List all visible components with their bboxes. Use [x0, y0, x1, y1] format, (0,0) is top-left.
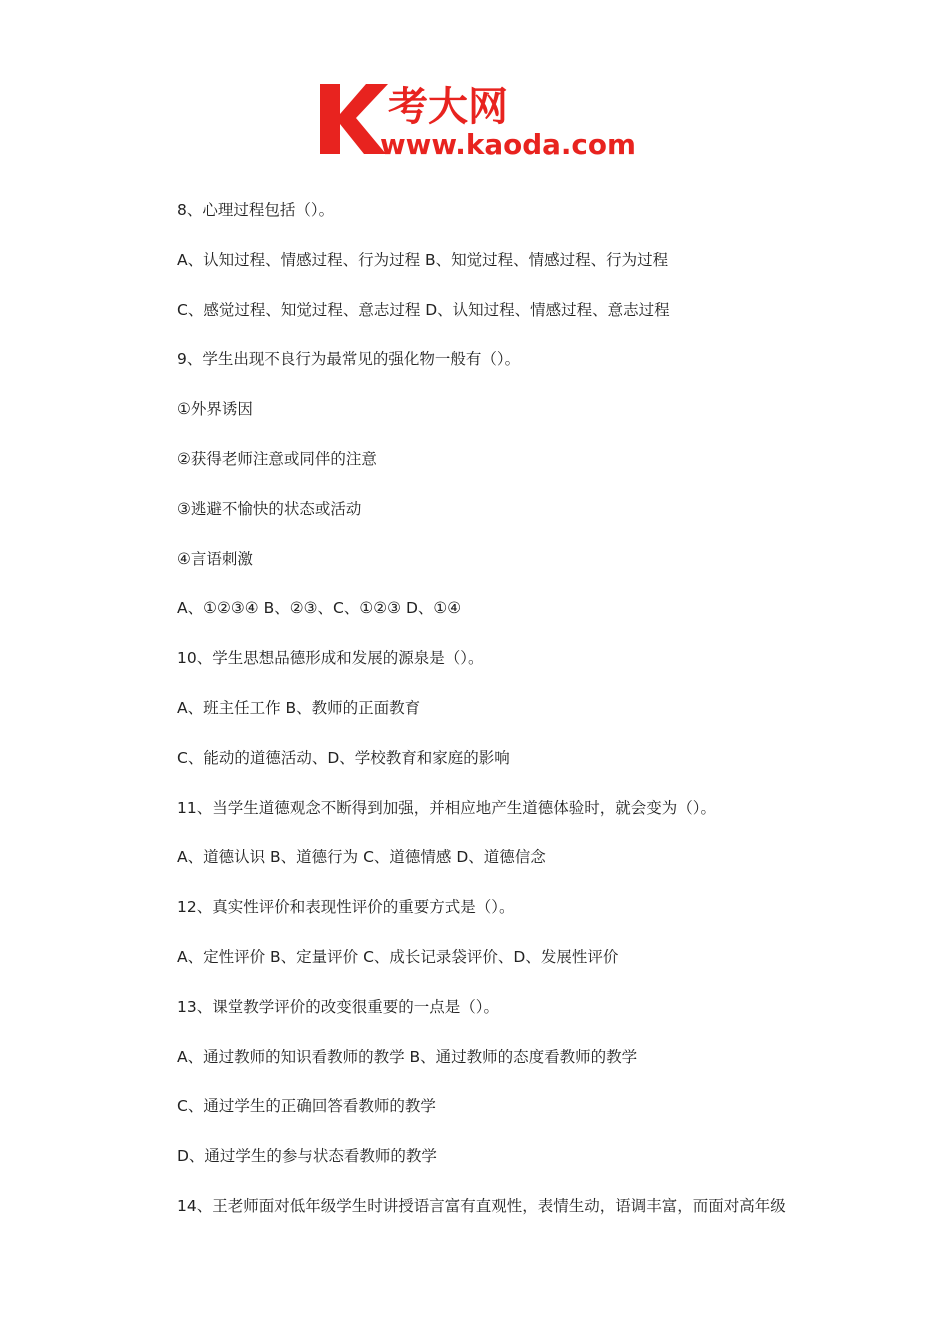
question-8-stem: 8、心理过程包括（）。 [177, 201, 335, 219]
question-12-stem: 12、真实性评价和表现性评价的重要方式是（）。 [177, 898, 515, 917]
question-13-option-d: D、通过学生的参与状态看教师的教学 [177, 1147, 437, 1166]
kaoda-logo [318, 80, 640, 160]
question-9-item-2: ②获得老师注意或同伴的注意 [177, 449, 377, 468]
question-13-options-ab: A、通过教师的知识看教师的教学 B、通过教师的态度看教师的教学 [177, 1047, 638, 1066]
question-13-option-c: C、通过学生的正确回答看教师的教学 [177, 1097, 436, 1116]
question-11-options: A、道德认识 B、道德行为 C、道德情感 D、道德信念 [177, 848, 546, 867]
question-9-item-1: ①外界诱因 [177, 400, 253, 419]
question-9-stem: 9、学生出现不良行为最常见的强化物一般有（）。 [177, 350, 521, 369]
question-11-stem: 11、当学生道德观念不断得到加强，并相应地产生道德体验时，就会变为（）。 [177, 798, 716, 817]
question-9-options: A、①②③④ B、②③、C、①②③ D、①④ [177, 599, 462, 618]
kaoda-logo-graphic [318, 80, 640, 160]
question-14-stem: 14、王老师面对低年级学生时讲授语言富有直观性，表情生动，语调丰富，而面对高年级 [177, 1196, 786, 1215]
question-9-item-3: ③逃避不愉快的状态或活动 [177, 499, 362, 518]
document-body [177, 198, 857, 1244]
question-10-options-ab: A、班主任工作 B、教师的正面教育 [177, 698, 421, 717]
question-13-stem: 13、课堂教学评价的改变很重要的一点是（）。 [177, 997, 499, 1016]
question-9-item-4: ④言语刺激 [177, 549, 253, 568]
question-10-stem: 10、学生思想品德形成和发展的源泉是（）。 [177, 649, 484, 668]
logo-url-text: www.kaoda.com [380, 128, 636, 160]
logo-brand-text: 考大网 [388, 84, 508, 130]
question-10-options-cd: C、能动的道德活动、D、学校教育和家庭的影响 [177, 748, 510, 767]
question-12-options: A、定性评价 B、定量评价 C、成长记录袋评价、D、发展性评价 [177, 947, 619, 966]
question-8-options-cd: C、感觉过程、知觉过程、意志过程 D、认知过程、情感过程、意志过程 [177, 300, 670, 319]
question-8-options-ab: A、认知过程、情感过程、行为过程 B、知觉过程、情感过程、行为过程 [177, 250, 669, 269]
